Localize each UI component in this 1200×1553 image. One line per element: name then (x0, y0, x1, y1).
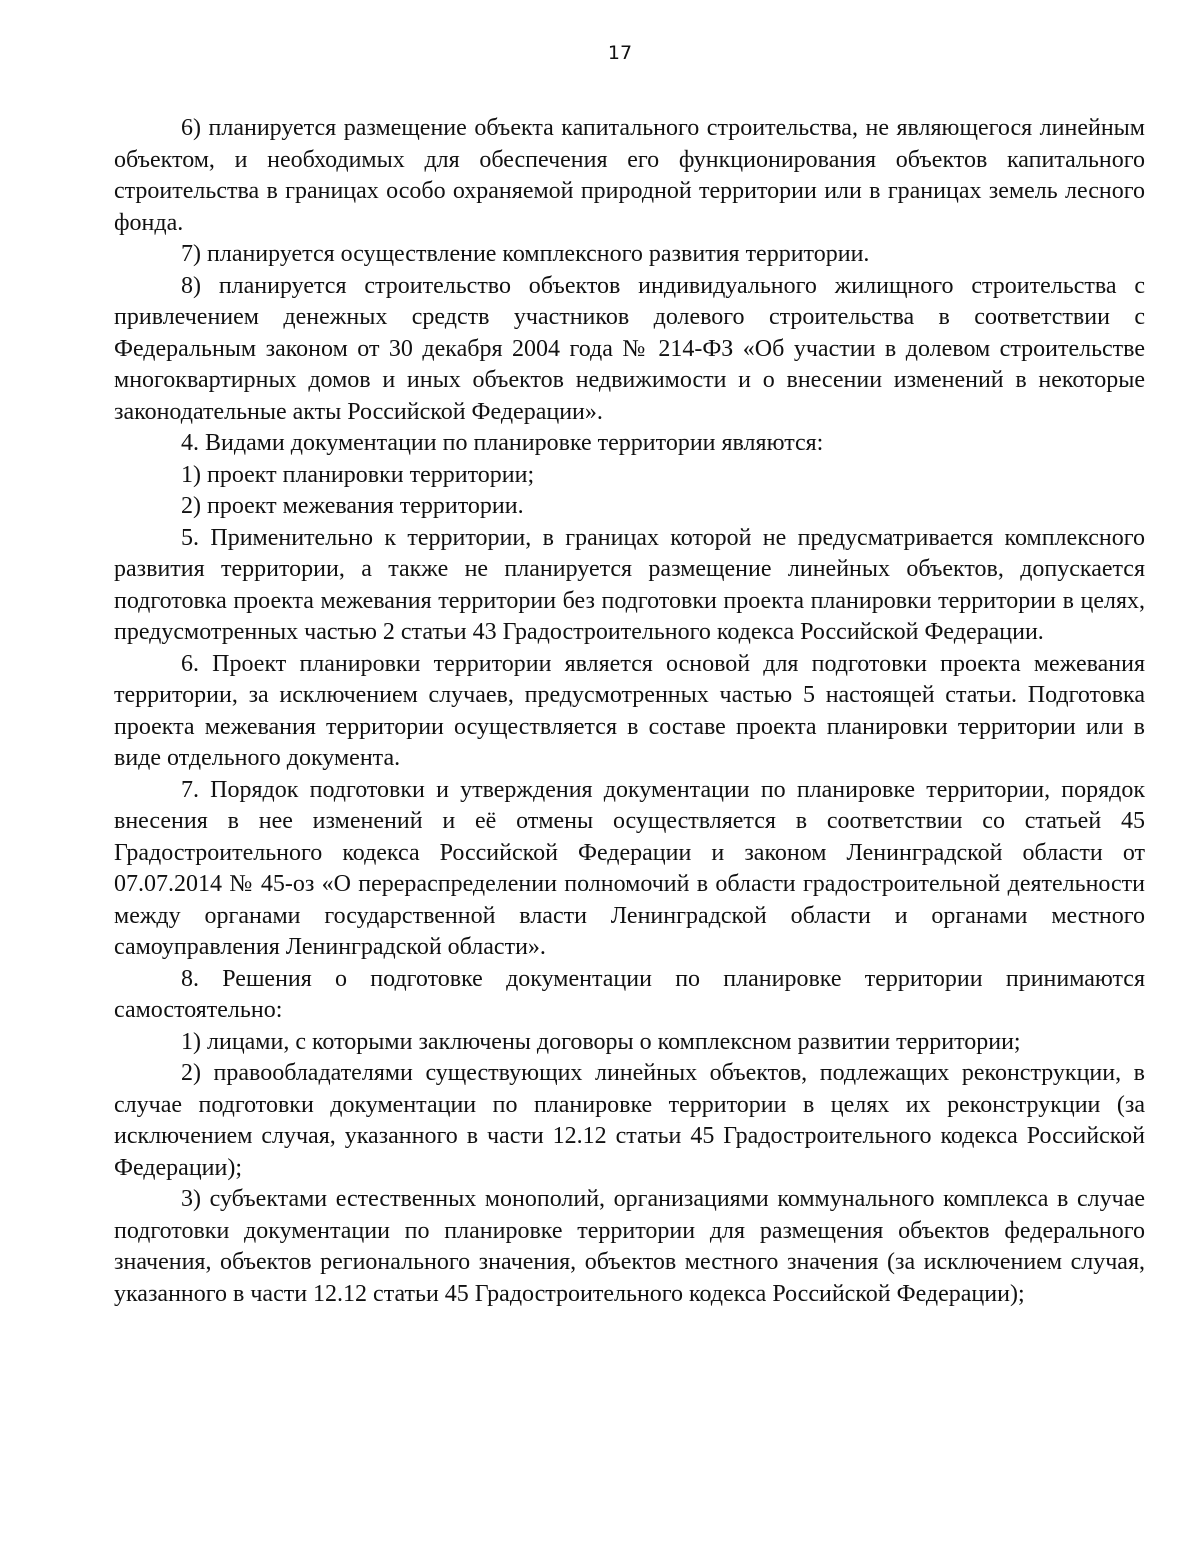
document-body (114, 113, 1145, 1310)
paragraph-section-4-item-2: 2) проект межевания территории. (181, 493, 524, 519)
paragraph-section-7: 7. Порядок подготовки и утверждения документации по планировке территории, порядок внесения в нее изменений и её отмены осуществляется в соответствии со статьей 45 Градостроительного кодекса Российской Федерации и законом Ленинградской области от 07.07.2014 № 45-оз «О перераспределении полномочий в области градостроительной деятельности между органами государственной власти Ленинградской области и органами местного самоуправления Ленинградской области». (114, 776, 1145, 960)
paragraph-section-8-item-2: 2) правообладателями существующих линейных объектов, подлежащих реконструкции, в случае подготовки документации по планировке территории в целях их реконструкции (за исключением случая, указанного в части 12.12 статьи 45 Градостроительного кодекса Российской Федерации); (114, 1060, 1145, 1181)
paragraph-section-5: 5. Применительно к территории, в границах которой не предусматривается комплексного развития территории, а также не планируется размещение линейных объектов, допускается подготовка проекта межевания территории без подготовки проекта планировки территории в целях, предусмотренных частью 2 статьи 43 Градостроительного кодекса Российской Федерации. (114, 524, 1145, 645)
paragraph-item-6: 6) планируется размещение объекта капитального строительства, не являющегося линейным объектом, и необходимых для обеспечения его функционирования объектов капитального строительства в границах особо охраняемой природной территории или в границах земель лесного фонда. (114, 115, 1145, 236)
page-number: 17 (607, 42, 633, 64)
paragraph-section-8: 8. Решения о подготовке документации по планировке территории принимаются самостоятельно: (114, 965, 1145, 1023)
paragraph-section-8-item-3: 3) субъектами естественных монополий, организациями коммунального комплекса в случае подготовки документации по планировке территории для размещения объектов федерального значения, объектов регионального значения, объектов местного значения (за исключением случая, указанного в части 12.12 статьи 45 Градостроительного кодекса Российской Федерации); (114, 1186, 1145, 1307)
paragraph-section-6: 6. Проект планировки территории является основой для подготовки проекта межевания территории, за исключением случаев, предусмотренных частью 5 настоящей статьи. Подготовка проекта межевания территории осуществляется в составе проекта планировки территории или в виде отдельного документа. (114, 650, 1145, 771)
paragraph-item-7: 7) планируется осуществление комплексного развития территории. (181, 241, 870, 267)
paragraph-section-4-item-1: 1) проект планировки территории; (181, 461, 535, 488)
paragraph-item-8: 8) планируется строительство объектов индивидуального жилищного строительства с привлечением денежных средств участников долевого строительства в соответствии с Федеральным законом от 30 декабря 2004 года № 214-ФЗ «Об участии в долевом строительстве многоквартирных домов и иных объектов недвижимости и о внесении изменений в некоторые законодательные акты Российской Федерации». (114, 272, 1145, 425)
paragraph-section-8-item-1: 1) лицами, с которыми заключены договоры о комплексном развитии территории; (181, 1028, 1021, 1055)
paragraph-section-4: 4. Видами документации по планировке территории являются: (181, 430, 824, 456)
